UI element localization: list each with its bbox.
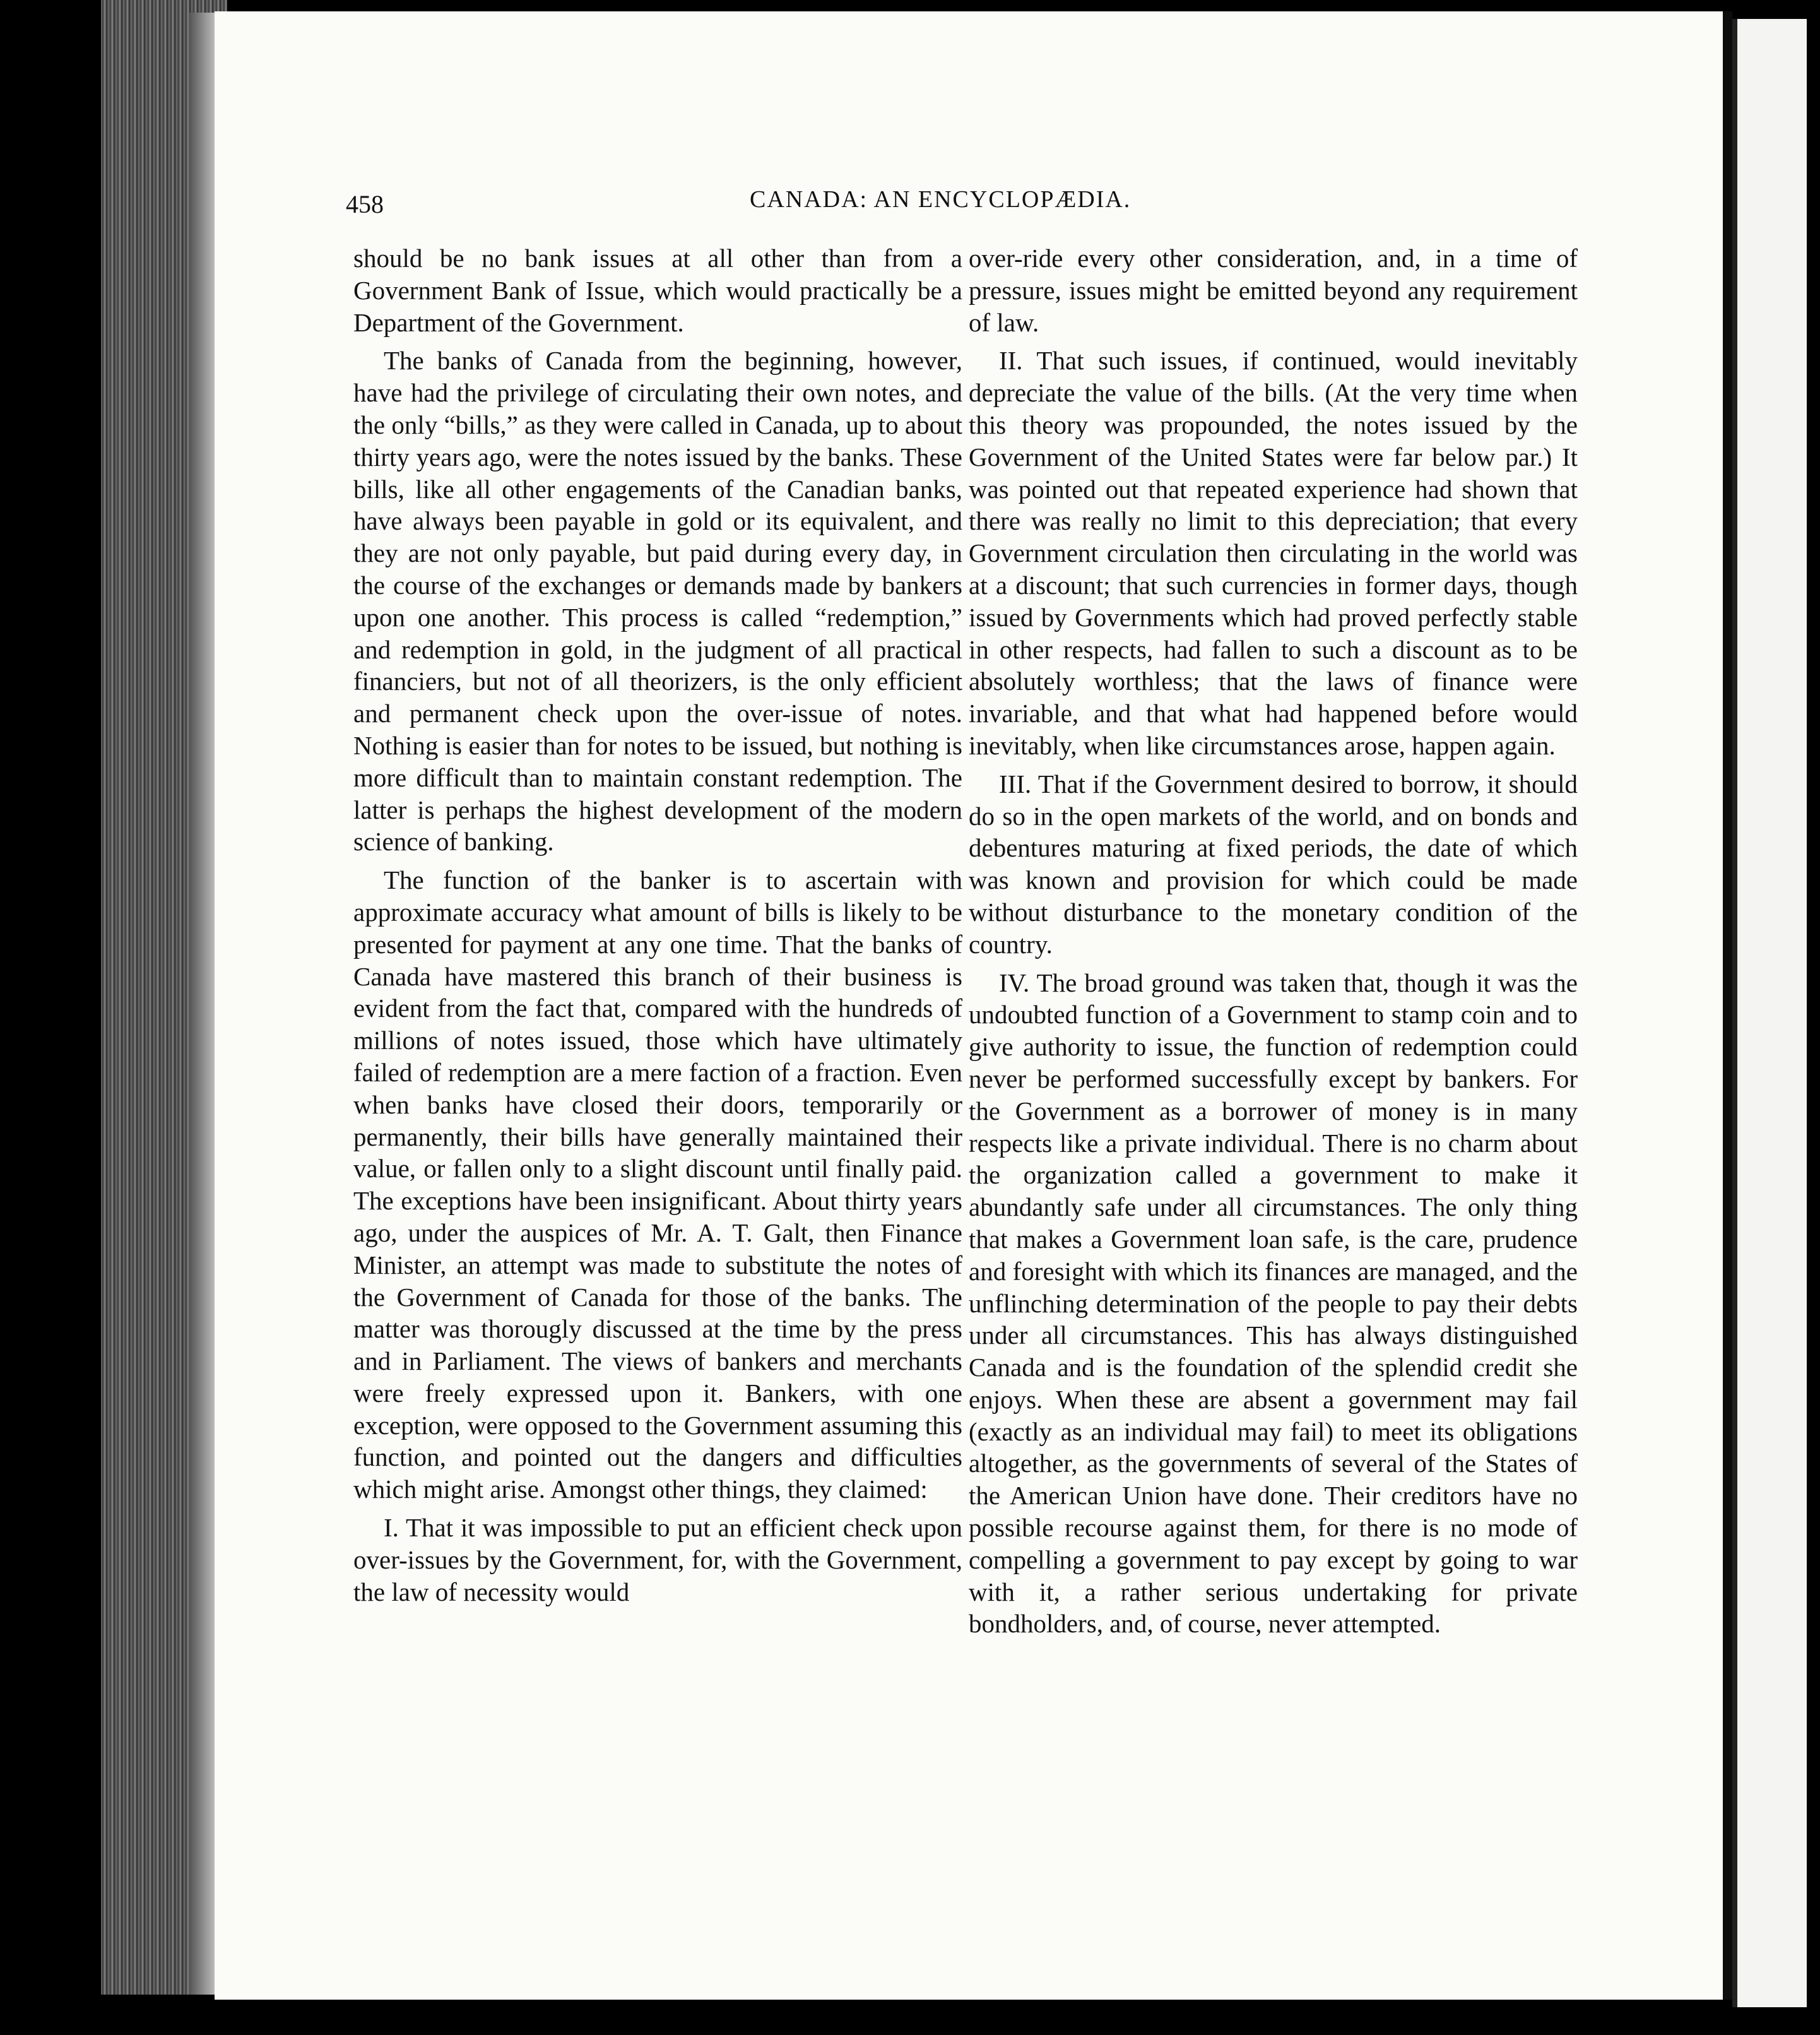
paragraph: III. That if the Government desired to borrow, it should do so in the open markets of the world, and on bonds and debentures maturing at fixed periods, the date of which was known and provision for which could be made without disturbance to the monetary condition of the country. bbox=[969, 769, 1578, 959]
paragraph: The function of the banker is to ascertain with approximate accuracy what amount of bills is likely to be presented for payment at any one time. That the banks of Canada have mastered this branch of their business is evident from the fact that, compared with the hundreds of millions of notes issued, those which have ultimately failed of redemption are a mere faction of a fraction. Even when banks have closed their doors, temporarily or permanently, their bills have generally maintained their value, or fallen only to a slight discount until finally paid. The exceptions have been insignificant. About thirty years ago, under the auspices of Mr. A. T. Galt, then Finance Minister, an attempt was made to substitute the notes of the Government of Canada for those of the banks. The matter was thorougly discussed at the time by the press and in Parliament. The views of bankers and merchants were freely expressed upon it. Bankers, with one exception, were opposed to the Government assuming this function, and pointed out the dangers and difficulties which might arise. Amongst other things, they claimed: bbox=[353, 865, 962, 1504]
paragraph: IV. The broad ground was taken that, though it was the undoubted function of a Government to stamp coin and to give authority to issue, the function of redemption could never be performed successfully except by bankers. For the Government as a borrower of money is in many respects like a private individual. There is no charm about the organization called a government to make it abundantly safe under all circumstances. The only thing that makes a Government loan safe, is the care, prudence and foresight with which its finances are managed, and the unflinching determination of the people to pay their debts under all circumstances. This has always distinguished Canada and is the foundation of the splendid credit she enjoys. When these are absent a government may fail (exactly as an individual may fail) to meet its obligations altogether, as the governments of several of the States of the American Union have done. Their creditors have no possible recourse against them, for there is no mode of compelling a government to pay except by going to war with it, a rather serious undertaking for private bondholders, and, of course, never attempted. bbox=[969, 968, 1578, 1639]
page-number: 458 bbox=[346, 190, 384, 218]
paragraph: II. That such issues, if continued, would inevitably depreciate the value of the bills. (At the very time when this theory was propounded, the notes issued by the Government of the United States were far below par.) It was pointed out that repeated experience had shown that there was really no limit to this depreciation; that every Government circulation then circulating in the world was at a discount; that such currencies in former days, though issued by Governments which had proved perfectly stable in other respects, had fallen to such a discount as to be absolutely worthless; that the laws of finance were invariable, and that what had happened before would inevitably, when like circumstances arose, happen again. bbox=[969, 346, 1578, 760]
header-title: CANADA: AN ENCYCLOPÆDIA. bbox=[750, 186, 1132, 213]
paragraph: should be no bank issues at all other than from a Government Bank of Issue, which would practically be a Department of the Government. bbox=[353, 244, 962, 337]
page-gutter bbox=[1723, 11, 1732, 2000]
paragraph: I. That it was impossible to put an efficient check upon over-issues by the Government, for, with the Government, the law of necessity would bbox=[353, 1513, 962, 1606]
running-head bbox=[346, 181, 1545, 225]
paragraph: over-ride every other consideration, and, in a time of pressure, issues might be emitted beyond any requirement of law. bbox=[969, 244, 1578, 337]
paragraph: The banks of Canada from the beginning, however, have had the privilege of circulating their own notes, and the only “bills,” as they were called in Canada, up to about thirty years ago, were the notes issued by the banks. These bills, like all other engagements of the Canadian banks, have always been payable in gold or its equivalent, and they are not only payable, but paid during every day, in the course of the exchanges or demands made by bankers upon one another. This process is called “redemption,” and redemption in gold, in the judgment of all practical financiers, but not of all theorizers, is the only efficient and permanent check upon the over-issue of notes. Nothing is easier than for notes to be issued, but nothing is more difficult than to maintain constant redemption. The latter is perhaps the highest development of the modern science of banking. bbox=[353, 346, 962, 857]
next-page-sliver bbox=[1732, 19, 1807, 2007]
right-column bbox=[969, 242, 1578, 1640]
left-column bbox=[353, 242, 962, 1608]
page-binding-shadow bbox=[189, 13, 215, 1995]
